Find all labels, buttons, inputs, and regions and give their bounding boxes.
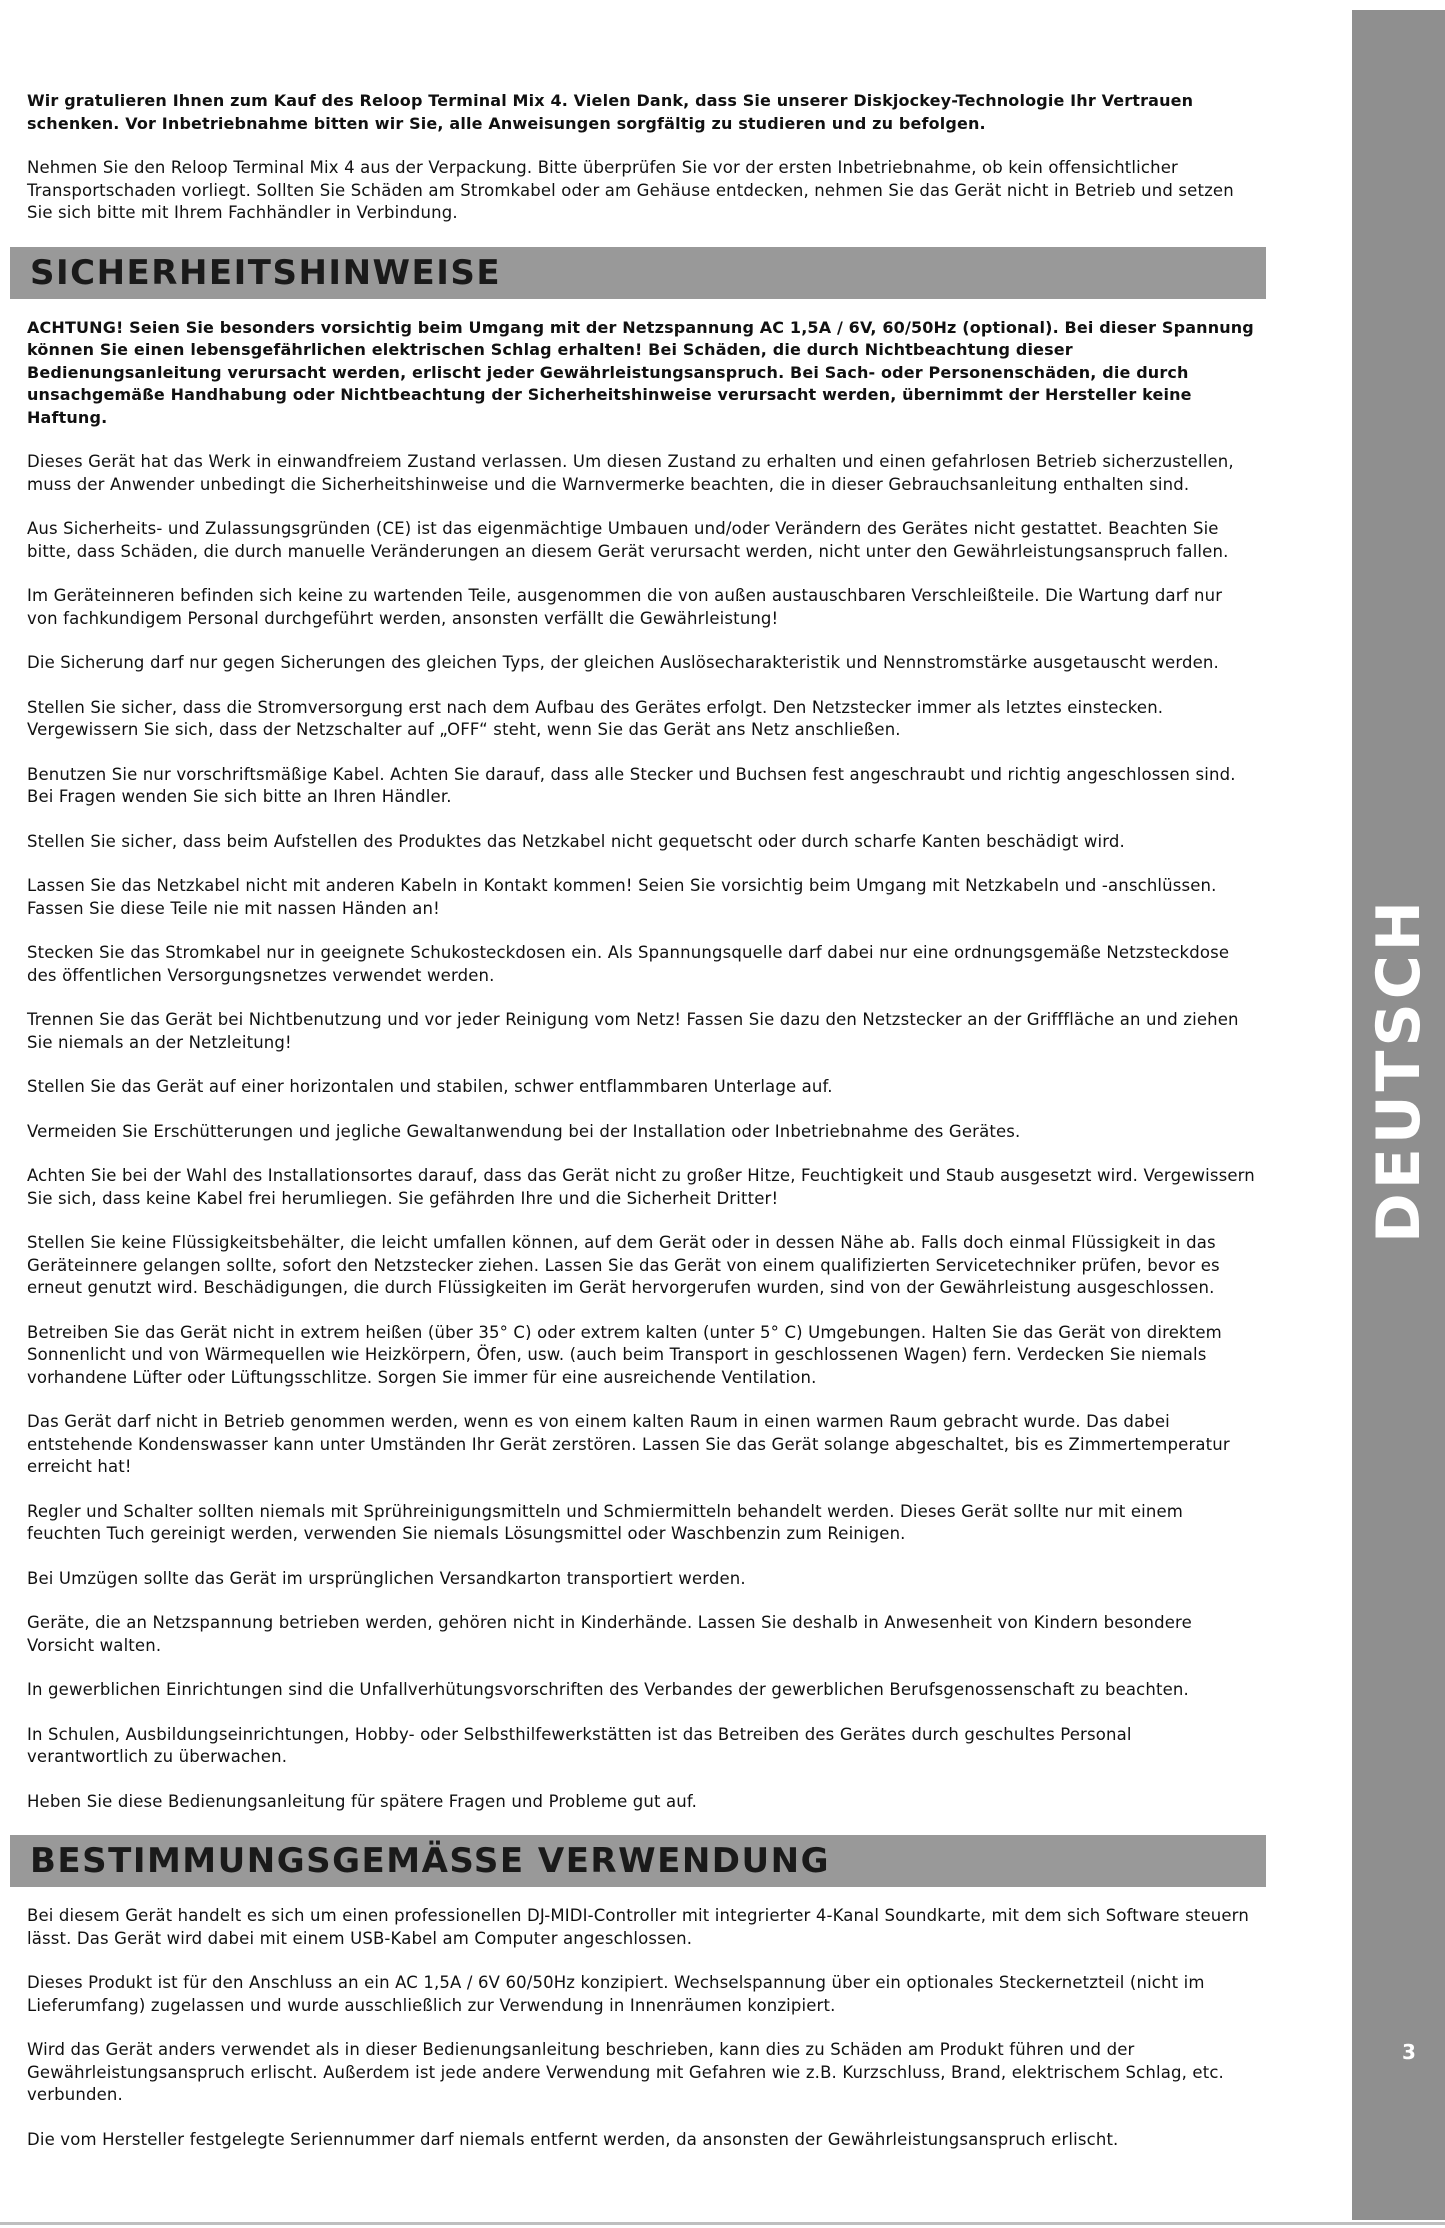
page-number: 3 <box>1402 2040 1416 2064</box>
safety-paragraph: Das Gerät darf nicht in Betrieb genommen werden, wenn es von einem kalten Raum in einen warmen Raum gebracht wurde. Das dabei entstehende Kondenswasser kann unter Umständen Ihr Gerät zerstören. Lassen Sie das Gerät solange abgeschaltet, bis es Zimmertemperatur erreicht hat! <box>27 1412 1230 1476</box>
safety-paragraph: Vermeiden Sie Erschütterungen und jegliche Gewaltanwendung bei der Installation oder Inbetriebnahme des Gerätes. <box>27 1121 1021 1141</box>
safety-paragraph: Heben Sie diese Bedienungsanleitung für spätere Fragen und Probleme gut auf. <box>27 1791 698 1811</box>
safety-paragraph: Stellen Sie keine Flüssigkeitsbehälter, die leicht umfallen können, auf dem Gerät oder in dessen Nähe ab. Falls doch einmal Flüssigkeit in das Geräteinnere gelangen sollte, sofort den Netzstecker ziehen. Lassen Sie das Gerät von einem qualifizierten Servicetechniker prüfen, bevor es erneut genutzt wird. Beschädigungen, die durch Flüssigkeiten im Gerät hervorgerufen wurden, sind von der Gewährleistung ausgeschlossen. <box>27 1233 1220 1297</box>
safety-paragraph: Im Geräteinneren befinden sich keine zu wartenden Teile, ausgenommen die von außen austauschbaren Verschleißteile. Die Wartung darf nur von fachkundigem Personal durchgeführt werden, ansonsten verfällt die Gewährleistung! <box>27 586 1223 628</box>
language-sidebar <box>1352 10 1445 2220</box>
intro-paragraph: Nehmen Sie den Reloop Terminal Mix 4 aus der Verpackung. Bitte überprüfen Sie vor der ersten Inbetriebnahme, ob kein offensichtlicher Transportschaden vorliegt. Sollten Sie Schäden am Stromkabel oder am Gehäuse entdecken, nehmen Sie das Gerät nicht in Betrieb und setzen Sie sich bitte mit Ihrem Fachhändler in Verbindung. <box>27 158 1234 222</box>
safety-heading: SICHERHEITSHINWEISE <box>30 252 502 293</box>
safety-paragraph: Trennen Sie das Gerät bei Nichtbenutzung und vor jeder Reinigung vom Netz! Fassen Sie dazu den Netzstecker an der Grifffläche an und ziehen Sie niemals an der Netzleitung! <box>27 1010 1239 1052</box>
usage-paragraph: Dieses Produkt ist für den Anschluss an ein AC 1,5A / 6V 60/50Hz konzipiert. Wechselspannung über ein optionales Steckernetzteil (nicht im Lieferumfang) zugelassen und wurde ausschließlich zur Verwendung in Innenräumen konzipiert. <box>27 1973 1205 2015</box>
safety-paragraph: Geräte, die an Netzspannung betrieben werden, gehören nicht in Kinderhände. Lassen Sie deshalb in Anwesenheit von Kindern besondere Vorsicht walten. <box>27 1613 1192 1655</box>
safety-paragraph: Stellen Sie sicher, dass beim Aufstellen des Produktes das Netzkabel nicht gequetscht oder durch scharfe Kanten beschädigt wird. <box>27 831 1125 851</box>
usage-heading: BESTIMMUNGSGEMÄSSE VERWENDUNG <box>30 1841 830 1881</box>
safety-paragraph: In Schulen, Ausbildungseinrichtungen, Hobby- oder Selbsthilfewerkstätten ist das Betreiben des Gerätes durch geschultes Personal verantwortlich zu überwachen. <box>27 1724 1132 1766</box>
usage-paragraph: Die vom Hersteller festgelegte Seriennummer darf niemals entfernt werden, da ansonsten der Gewährleistungsanspruch erlischt. <box>27 2129 1119 2149</box>
safety-warning: ACHTUNG! Seien Sie besonders vorsichtig beim Umgang mit der Netzspannung AC 1,5A / 6V, 60/50Hz (optional). Bei dieser Spannung können Sie einen lebensgefährlichen elektrischen Schlag erhalten! Bei Schäden, die durch Nichtbeachtung dieser Bedienungsanleitung verursacht werden, erlischt jeder Gewährleistungsanspruch. Bei Sach- oder Personenschäden, die durch unsachgemäße Handhabung oder Nichtbeachtung der Sicherheitshinweise verursacht werden, übernimmt der Hersteller keine Haftung. <box>27 317 1254 427</box>
safety-paragraph: Regler und Schalter sollten niemals mit Sprühreinigungsmitteln und Schmiermitteln behandelt werden. Dieses Gerät sollte nur mit einem feuchten Tuch gereinigt werden, verwenden Sie niemals Lösungsmittel oder Waschbenzin zum Reinigen. <box>27 1501 1184 1543</box>
safety-paragraph: Lassen Sie das Netzkabel nicht mit anderen Kabeln in Kontakt kommen! Seien Sie vorsichtig beim Umgang mit Netzkabeln und -anschlüssen. Fassen Sie diese Teile nie mit nassen Händen an! <box>27 876 1217 918</box>
safety-paragraph: In gewerblichen Einrichtungen sind die Unfallverhütungsvorschriften des Verbandes der gewerblichen Berufsgenossenschaft zu beachten. <box>27 1680 1189 1699</box>
safety-paragraph: Betreiben Sie das Gerät nicht in extrem heißen (über 35° C) oder extrem kalten (unter 5° C) Umgebungen. Halten Sie das Gerät von direktem Sonnenlicht und von Wärmequellen wie Heizkörpern, Öfen, usw. (auch beim Transport in geschlossenen Wagen) fern. Verdecken Sie niemals vorhandene Lüfter oder Lüftungsschlitze. Sorgen Sie immer für eine ausreichende Ventilation. <box>27 1322 1222 1387</box>
document-body <box>27 90 1255 2173</box>
intro-paragraph: Wir gratulieren Ihnen zum Kauf des Reloop Terminal Mix 4. Vielen Dank, dass Sie unserer Diskjockey-Technologie Ihr Vertrauen schenken. Vor Inbetriebnahme bitten wir Sie, alle Anweisungen sorgfältig zu studieren und zu befolgen. <box>27 91 1194 133</box>
safety-paragraph: Aus Sicherheits- und Zulassungsgründen (CE) ist das eigenmächtige Umbauen und/oder Verändern des Gerätes nicht gestattet. Beachten Sie bitte, dass Schäden, die durch manuelle Veränderungen an diesem Gerät verursacht werden, nicht unter den Gewährleistungsanspruch fallen. <box>27 519 1229 561</box>
safety-paragraph: Achten Sie bei der Wahl des Installationsortes darauf, dass das Gerät nicht zu großer Hitze, Feuchtigkeit und Staub ausgesetzt wird. Vergewissern Sie sich, dass keine Kabel frei herumliegen. Sie gefährden Ihre und die Sicherheit Dritter! <box>27 1166 1255 1208</box>
safety-paragraph: Die Sicherung darf nur gegen Sicherungen des gleichen Typs, der gleichen Auslösecharakteristik und Nennstromstärke ausgetauscht werden. <box>27 653 1219 672</box>
usage-paragraph: Wird das Gerät anders verwendet als in dieser Bedienungsanleitung beschrieben, kann dies zu Schäden am Produkt führen und der Gewährleistungsanspruch erlischt. Außerdem ist jede andere Verwendung mit Gefahren wie z.B. Kurzschluss, Brand, elektrischem Schlag, etc. verbunden. <box>27 2040 1224 2104</box>
section-heading-band <box>10 1835 1266 1887</box>
safety-paragraph: Dieses Gerät hat das Werk in einwandfreiem Zustand verlassen. Um diesen Zustand zu erhalten und einen gefahrlosen Betrieb sicherzustellen, muss der Anwender unbedingt die Sicherheitshinweise und die Warnvermerke beachten, die in dieser Gebrauchsanleitung enthalten sind. <box>27 452 1234 494</box>
usage-paragraph: Bei diesem Gerät handelt es sich um einen professionellen DJ-MIDI-Controller mit integrierter 4-Kanal Soundkarte, mit dem sich Software steuern lässt. Das Gerät wird dabei mit einem USB-Kabel am Computer angeschlossen. <box>27 1906 1249 1948</box>
safety-paragraph: Bei Umzügen sollte das Gerät im ursprünglichen Versandkarton transportiert werden. <box>27 1568 746 1588</box>
safety-paragraph: Stecken Sie das Stromkabel nur in geeignete Schukosteckdosen ein. Als Spannungsquelle darf dabei nur eine ordnungsgemäße Netzsteckdose des öffentlichen Versorgungsnetzes verwendet werden. <box>27 943 1230 985</box>
page-bottom-divider <box>0 2222 1445 2225</box>
section-heading-band <box>10 247 1266 299</box>
safety-paragraph: Stellen Sie das Gerät auf einer horizontalen und stabilen, schwer entflammbaren Unterlage auf. <box>27 1077 833 1096</box>
language-label: DEUTSCH <box>1363 897 1434 1243</box>
safety-paragraph: Benutzen Sie nur vorschriftsmäßige Kabel. Achten Sie darauf, dass alle Stecker und Buchsen fest angeschraubt und richtig angeschlossen sind. Bei Fragen wenden Sie sich bitte an Ihren Händler. <box>27 764 1236 806</box>
safety-paragraph: Stellen Sie sicher, dass die Stromversorgung erst nach dem Aufbau des Gerätes erfolgt. Den Netzstecker immer als letztes einstecken. Vergewissern Sie sich, dass der Netzschalter auf „OFF“ steht, wenn Sie das Gerät ans Netz anschließen. <box>27 697 1164 739</box>
